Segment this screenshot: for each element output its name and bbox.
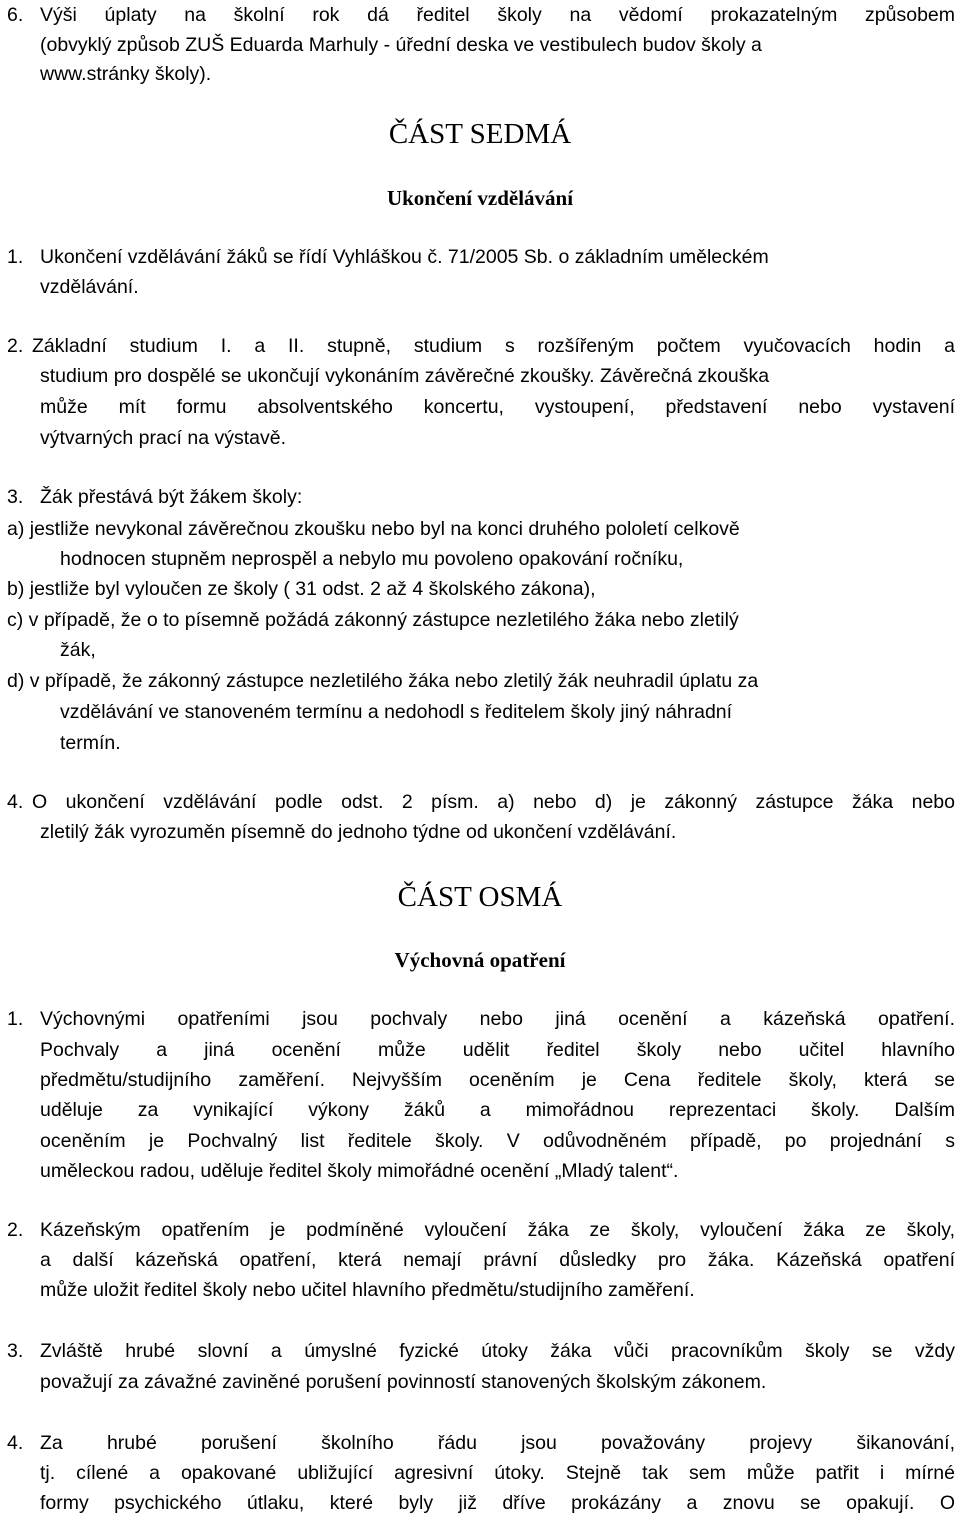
p7-item-3-c-line-2: žák, <box>60 639 96 661</box>
part-seven-subtitle: Ukončení vzdělávání <box>386 186 574 210</box>
p7-item-1-number: 1. <box>7 246 24 268</box>
p7-item-2-line-4: výtvarných prací na výstavě. <box>40 427 287 449</box>
p7-item-3-d-line-2: vzdělávání ve stanoveném termínu a nedohodl s ředitelem školy jiný náhradní <box>60 701 733 723</box>
p7-item-2-line-3: může mít formu absolventského koncertu, vystoupení, představení nebo vystavení <box>40 396 955 418</box>
p8-item-1-line-1: Výchovnými opatřeními jsou pochvaly nebo jiná ocenění a kázeňská opatření. <box>40 1008 955 1030</box>
p8-item-4-line-3: formy psychického útlaku, které byly již dříve prokázány a znovu se opakují. O <box>40 1492 955 1514</box>
p7-item-3-a-line-1: a) jestliže nevykonal závěrečnou zkoušku nebo byl na konci druhého pololetí celkově <box>7 518 740 540</box>
p8-item-3-line-1: Zvláště hrubé slovní a úmyslné fyzické útoky žáka vůči pracovníkům školy se vždy <box>40 1340 955 1362</box>
p7-item-3-number: 3. <box>7 486 24 508</box>
p7-item-1-line-1: Ukončení vzdělávání žáků se řídí Vyhláškou č. 71/2005 Sb. o základním uměleckém <box>40 246 769 268</box>
p7-item-3-d-line-3: termín. <box>60 732 121 754</box>
p8-item-4-line-2: tj. cílené a opakované ubližující agresivní útoky. Stejně tak sem může patřit i mírné <box>40 1462 955 1484</box>
p8-item-1-number: 1. <box>7 1008 24 1030</box>
p7-item-1-line-2: vzdělávání. <box>40 276 139 298</box>
p8-item-2-line-3: může uložit ředitel školy nebo učitel hlavního předmětu/studijního zaměření. <box>40 1279 695 1301</box>
p7-item-4-number: 4. <box>7 791 24 813</box>
p7-item-4-line-1: O ukončení vzdělávání podle odst. 2 písm. a) nebo d) je zákonný zástupce žáka nebo <box>32 791 955 813</box>
p7-item-3-c-line-1: c) v případě, že o to písemně požádá zákonný zástupce nezletilého žáka nebo zletilý <box>7 609 739 631</box>
p8-item-1-line-2: Pochvaly a jiná ocenění může udělit ředitel školy nebo učitel hlavního <box>40 1039 955 1061</box>
p7-item-3-d-line-1: d) v případě, že zákonný zástupce nezletilého žáka nebo zletilý žák neuhradil úplatu za <box>7 670 759 692</box>
item-6-line-1: Výši úplaty na školní rok dá ředitel školy na vědomí prokazatelným způsobem <box>40 4 955 26</box>
item-6-line-3: www.stránky školy). <box>40 63 212 85</box>
p8-item-2-line-2: a další kázeňská opatření, která nemají právní důsledky pro žáka. Kázeňská opatření <box>40 1249 955 1271</box>
p7-item-2-number: 2. <box>7 335 24 357</box>
p8-item-4-line-1: Za hrubé porušení školního řádu jsou považovány projevy šikanování, <box>40 1432 955 1454</box>
p7-item-3-b-line-1: b) jestliže byl vyloučen ze školy ( 31 odst. 2 až 4 školského zákona), <box>7 578 596 600</box>
p8-item-1-line-5: oceněním je Pochvalný list ředitele školy. V odůvodněném případě, po projednání s <box>40 1130 955 1152</box>
p7-item-3-a-line-2: hodnocen stupněm neprospěl a nebylo mu povoleno opakování ročníku, <box>60 548 684 570</box>
part-eight-subtitle: Výchovná opatření <box>394 948 566 972</box>
p8-item-3-number: 3. <box>7 1340 24 1362</box>
part-eight-title: ČÁST OSMÁ <box>397 881 563 913</box>
p8-item-3-line-2: považují za závažné zaviněné porušení povinností stanovených školským zákonem. <box>40 1371 767 1393</box>
p7-item-2-line-1: Základní studium I. a II. stupně, studium s rozšířeným počtem vyučovacích hodin a <box>32 335 955 357</box>
p8-item-4-number: 4. <box>7 1432 24 1454</box>
p8-item-2-line-1: Kázeňským opatřením je podmíněné vyloučení žáka ze školy, vyloučení žáka ze školy, <box>40 1219 955 1241</box>
p7-item-4-line-2: zletilý žák vyrozuměn písemně do jednoho týdne od ukončení vzdělávání. <box>40 821 677 843</box>
p8-item-1-line-6: uměleckou radou, uděluje ředitel školy mimořádné ocenění „Mladý talent“. <box>40 1160 679 1182</box>
p8-item-1-line-4: uděluje za vynikající výkony žáků a mimořádnou reprezentaci školy. Dalším <box>40 1099 955 1121</box>
p8-item-1-line-3: předmětu/studijního zaměření. Nejvyšším oceněním je Cena ředitele školy, která se <box>40 1069 955 1091</box>
item-6-number: 6. <box>7 4 24 26</box>
p8-item-2-number: 2. <box>7 1219 24 1241</box>
part-seven-title: ČÁST SEDMÁ <box>388 118 572 150</box>
p7-item-3-intro: Žák přestává být žákem školy: <box>40 486 303 508</box>
item-6-line-2: (obvyklý způsob ZUŠ Eduarda Marhuly - úřední deska ve vestibulech budov školy a <box>40 34 762 56</box>
p7-item-2-line-2: studium pro dospělé se ukončují vykonáním závěrečné zkoušky. Závěrečná zkouška <box>40 365 770 387</box>
